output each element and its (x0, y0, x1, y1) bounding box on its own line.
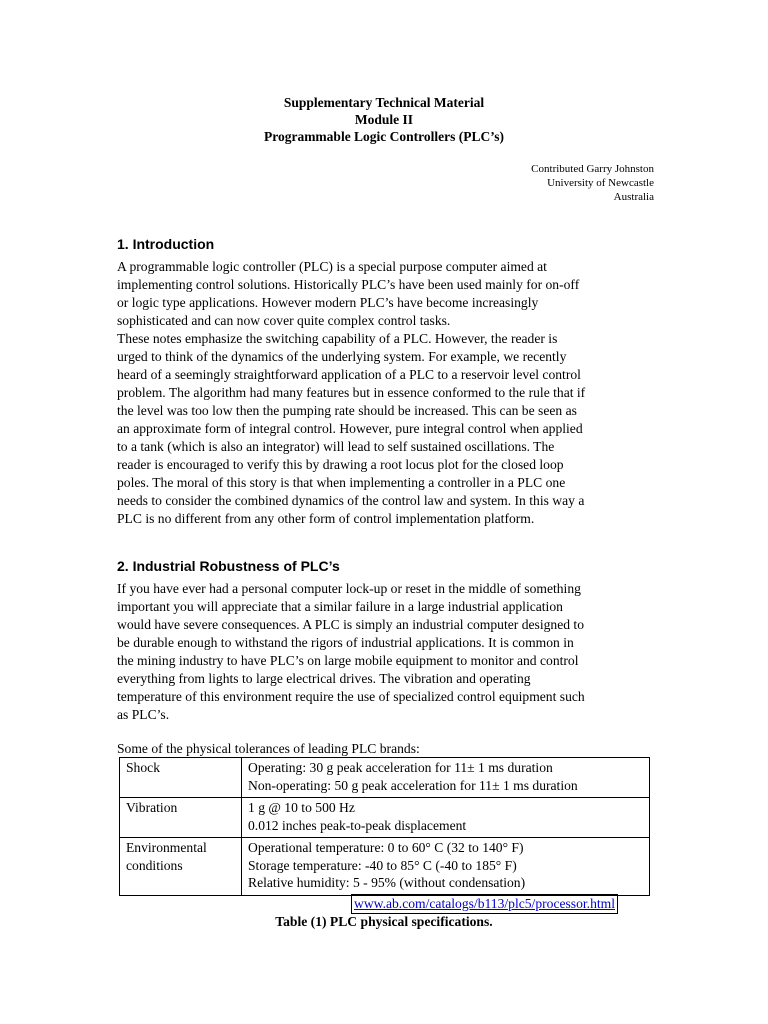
table-intro: Some of the physical tolerances of leading PLC brands: (117, 741, 420, 756)
table-row (120, 798, 650, 838)
paragraph-line: important you will appreciate that a similar failure in a large industrial application (117, 599, 563, 614)
table-cell-label (120, 838, 242, 896)
table-cell-value (242, 758, 650, 798)
paragraph-line: problem. The algorithm had many features but in essence conformed to the rule that if (117, 385, 586, 400)
paragraph-line: the mining industry to have PLC’s on large mobile equipment to monitor and control (117, 653, 579, 668)
contributor-affiliation: University of Newcastle (547, 177, 654, 189)
table-cell-value (242, 798, 650, 838)
paragraph-line: sophisticated and can now cover quite complex control tasks. (117, 313, 451, 328)
paragraph-line: would have severe consequences. A PLC is simply an industrial computer designed to (117, 617, 585, 632)
paragraph-line: the level was too low then the pumping rate should be increased. This can be seen as (117, 403, 577, 418)
cell-line: Vibration (126, 800, 178, 815)
cell-line: 1 g @ 10 to 500 Hz (248, 800, 355, 815)
paragraph-line: as PLC’s. (117, 707, 170, 722)
section-2-body (117, 580, 657, 724)
paragraph-line: urged to think of the dynamics of the underlying system. For example, we recently (117, 349, 567, 364)
table-row (120, 838, 650, 896)
paragraph-line: be durable enough to withstand the rigors of industrial applications. It is common in (117, 635, 574, 650)
paragraph-line: needs to consider the combined dynamics of the control law and system. In this way a (117, 493, 585, 508)
cell-line: Shock (126, 760, 160, 775)
cell-line: conditions (126, 857, 183, 873)
section-2-heading: 2. Industrial Robustness of PLC’s (117, 558, 340, 574)
specifications-table (119, 757, 650, 896)
cell-line: Operational temperature: 0 to 60° C (32 to 140° F) (248, 840, 524, 855)
paragraph-line: everything from lights to large electrical drives. The vibration and operating (117, 671, 531, 686)
module-subtitle: Programmable Logic Controllers (PLC’s) (263, 129, 505, 144)
paragraph-line: These notes emphasize the switching capability of a PLC. However, the reader is (117, 331, 558, 346)
paragraph-line: If you have ever had a personal computer lock-up or reset in the middle of something (117, 581, 581, 596)
paragraph-line: or logic type applications. However modern PLC’s have become increasingly (117, 295, 539, 310)
paragraph-line: temperature of this environment require the use of specialized control equipment such (117, 689, 585, 704)
paragraph-line: implementing control solutions. Historically PLC’s have been used mainly for on-off (117, 277, 580, 292)
paragraph-line: heard of a seemingly straightforward application of a PLC to a reservoir level control (117, 367, 581, 382)
contributor-country: Australia (613, 191, 654, 203)
cell-line: Environmental (126, 840, 207, 855)
source-link[interactable]: www.ab.com/catalogs/b113/plc5/processor.html (351, 894, 618, 914)
contributor-name: Contributed Garry Johnston (531, 163, 654, 175)
cell-line: 0.012 inches peak-to-peak displacement (248, 817, 467, 833)
cell-line: Relative humidity: 5 - 95% (without condensation) (248, 875, 526, 890)
module-label: Module II (354, 112, 414, 127)
cell-line: Storage temperature: -40 to 85° C (-40 to 185° F) (248, 857, 517, 873)
paragraph-line: poles. The moral of this story is that when implementing a controller in a PLC one (117, 475, 566, 490)
paragraph-line: PLC is no different from any other form of control implementation platform. (117, 511, 535, 526)
document-title: Supplementary Technical Material (283, 95, 485, 110)
paragraph-line: an approximate form of integral control. However, pure integral control when applied (117, 421, 583, 436)
cell-line: Non-operating: 50 g peak acceleration for 11± 1 ms duration (248, 777, 578, 793)
table-cell-label (120, 758, 242, 798)
section-1-heading: 1. Introduction (117, 236, 215, 252)
table-cell-label (120, 798, 242, 838)
table-caption: Table (1) PLC physical specifications. (275, 914, 493, 929)
table-row (120, 758, 650, 798)
paragraph-line: A programmable logic controller (PLC) is a special purpose computer aimed at (117, 259, 547, 274)
table-cell-value (242, 838, 650, 896)
cell-line: Operating: 30 g peak acceleration for 11± 1 ms duration (248, 760, 553, 775)
paragraph-line: reader is encouraged to verify this by drawing a root locus plot for the closed loop (117, 457, 564, 472)
section-1-body (117, 258, 657, 528)
paragraph-line: to a tank (which is also an integrator) will lead to self sustained oscillations. The (117, 439, 555, 454)
